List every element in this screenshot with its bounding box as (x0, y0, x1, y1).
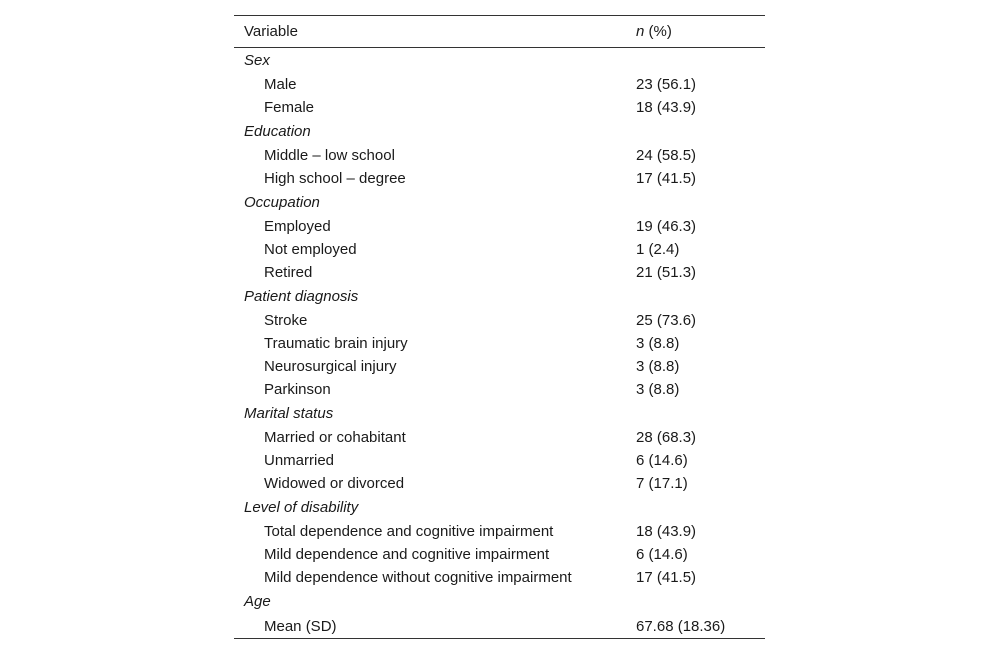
table-row (234, 520, 765, 543)
category-label: Patient diagnosis (244, 288, 359, 305)
row-label: Not employed (264, 241, 357, 258)
row-value: 3 (8.8) (636, 381, 680, 398)
category-row-level-of-disability (234, 495, 765, 520)
row-label: Retired (264, 264, 313, 281)
category-label: Sex (244, 52, 270, 69)
table-row (234, 566, 765, 589)
row-label: Stroke (264, 312, 308, 329)
row-value: 67.68 (18.36) (636, 614, 765, 639)
category-label: Occupation (244, 194, 320, 211)
row-label: Male (264, 76, 297, 93)
row-label: Mild dependence and cognitive impairment (264, 546, 550, 563)
row-value: 19 (46.3) (636, 218, 697, 235)
demographics-table (234, 15, 765, 639)
row-label: Mean (SD) (234, 614, 636, 639)
row-value: 18 (43.9) (636, 523, 697, 540)
table-row (234, 238, 765, 261)
table-row (234, 472, 765, 495)
category-row-occupation (234, 190, 765, 215)
row-label: Employed (264, 218, 331, 235)
category-row-age (234, 589, 765, 614)
table-row (234, 144, 765, 167)
row-value: 17 (41.5) (636, 569, 697, 586)
table-row (234, 261, 765, 284)
category-value-empty (636, 48, 765, 74)
row-label: Mild dependence without cognitive impairment (264, 569, 572, 586)
category-value-empty (636, 284, 765, 309)
row-label: Unmarried (264, 452, 335, 469)
table-row (234, 543, 765, 566)
row-value: 24 (58.5) (636, 147, 697, 164)
row-label: Widowed or divorced (264, 475, 405, 492)
table-row (234, 167, 765, 190)
header-percent: (%) (644, 23, 672, 40)
row-value: 3 (8.8) (636, 335, 680, 352)
row-value: 17 (41.5) (636, 170, 697, 187)
table-row (234, 332, 765, 355)
row-label: Traumatic brain injury (264, 335, 408, 352)
table-row (234, 96, 765, 119)
category-value-empty (636, 401, 765, 426)
row-value: 25 (73.6) (636, 312, 697, 329)
category-row-patient-diagnosis (234, 284, 765, 309)
row-value: 28 (68.3) (636, 429, 697, 446)
category-value-empty (636, 119, 765, 144)
row-value: 6 (14.6) (636, 452, 688, 469)
category-label: Education (244, 123, 311, 140)
table-row (234, 614, 765, 639)
table-row (234, 426, 765, 449)
row-value: 21 (51.3) (636, 264, 697, 281)
row-value: 18 (43.9) (636, 99, 697, 116)
table-row (234, 355, 765, 378)
row-value: 1 (2.4) (636, 241, 680, 258)
table-row (234, 309, 765, 332)
row-label: Middle – low school (264, 147, 395, 164)
header-n-percent (636, 16, 765, 48)
category-value-empty (636, 495, 765, 520)
category-row-sex (234, 48, 765, 74)
category-row-education (234, 119, 765, 144)
table-body (234, 48, 765, 639)
row-value: 6 (14.6) (636, 546, 688, 563)
row-label: Neurosurgical injury (264, 358, 397, 375)
category-label: Age (244, 593, 271, 610)
table-row (234, 449, 765, 472)
row-label: Total dependence and cognitive impairment (264, 523, 554, 540)
table-row (234, 378, 765, 401)
row-value: 3 (8.8) (636, 358, 680, 375)
row-label: Married or cohabitant (264, 429, 406, 446)
row-label: High school – degree (264, 170, 406, 187)
row-value: 23 (56.1) (636, 76, 697, 93)
category-label: Level of disability (244, 499, 359, 516)
header-variable: Variable (234, 16, 636, 48)
header-n-symbol: n (636, 23, 645, 40)
category-value-empty (636, 589, 765, 614)
table-row (234, 215, 765, 238)
row-label: Parkinson (264, 381, 331, 398)
category-row-marital-status (234, 401, 765, 426)
table-header (234, 16, 765, 48)
demographics-table-container (234, 15, 765, 639)
row-value: 7 (17.1) (636, 475, 688, 492)
row-label: Female (264, 99, 315, 116)
table-row (234, 73, 765, 96)
category-value-empty (636, 190, 765, 215)
category-label: Marital status (244, 405, 334, 422)
header-row (234, 16, 765, 48)
